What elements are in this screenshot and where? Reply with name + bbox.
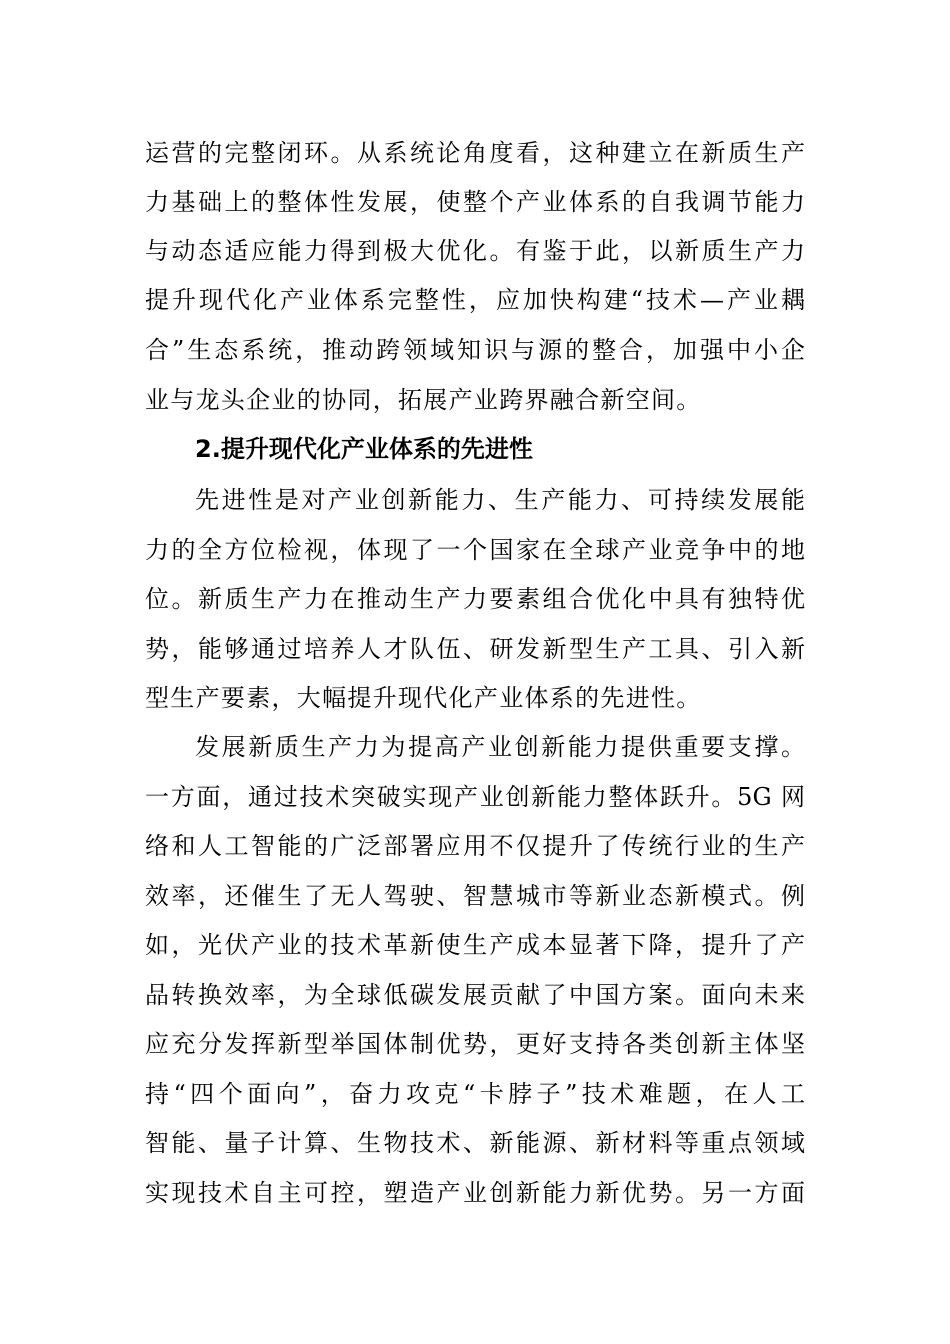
paragraph-3-line: 实现技术自主可控，塑造产业创新能力新优势。另一方面 [145,1179,805,1207]
paragraph-1-line: 运营的完整闭环。从系统论角度看，这种建立在新质生产 [145,139,805,167]
paragraph-1-line: 提升现代化产业体系完整性，应加快构建“技术—产业耦 [145,286,805,314]
paragraph-2-line: 型生产要素，大幅提升现代化产业体系的先进性。 [145,684,702,712]
paragraph-3-line: 品转换效率，为全球低碳发展贡献了中国方案。面向未来 [145,981,805,1009]
paragraph-2-line: 势，能够通过培养人才队伍、研发新型生产工具、引入新 [145,635,805,663]
paragraph-3-line: 应充分发挥新型举国体制优势，更好支持各类创新主体坚 [145,1030,805,1058]
paragraph-3-line: 络和人工智能的广泛部署应用不仅提升了传统行业的生产 [145,832,805,860]
paragraph-3-line: 智能、量子计算、生物技术、新能源、新材料等重点领域 [145,1129,805,1157]
paragraph-3-line: 效率，还催生了无人驾驶、智慧城市等新业态新模式。例 [145,882,805,910]
paragraph-2-line: 先进性是对产业创新能力、生产能力、可持续发展能 [195,486,805,514]
paragraph-3-line: 一方面，通过技术突破实现产业创新能力整体跃升。5G 网 [145,783,805,811]
section-heading: 2.提升现代化产业体系的先进性 [195,435,533,463]
paragraph-1-line: 与动态适应能力得到极大优化。有鉴于此，以新质生产力 [145,237,805,265]
paragraph-2-line: 位。新质生产力在推动生产力要素组合优化中具有独特优 [145,585,805,613]
paragraph-1-line: 合”生态系统，推动跨领域知识与源的整合，加强中小企 [145,336,805,364]
paragraph-3-line: 持“四个面向”，奋力攻克“卡脖子”技术难题，在人工 [145,1080,805,1108]
paragraph-1-line: 力基础上的整体性发展，使整个产业体系的自我调节能力 [145,188,805,216]
paragraph-3-line: 如，光伏产业的技术革新使生产成本显著下降，提升了产 [145,931,805,959]
paragraph-3-line: 发展新质生产力为提高产业创新能力提供重要支撑。 [195,733,805,761]
paragraph-2-line: 力的全方位检视，体现了一个国家在全球产业竞争中的地 [145,536,805,564]
paragraph-1-line: 业与龙头企业的协同，拓展产业跨界融合新空间。 [145,386,702,414]
